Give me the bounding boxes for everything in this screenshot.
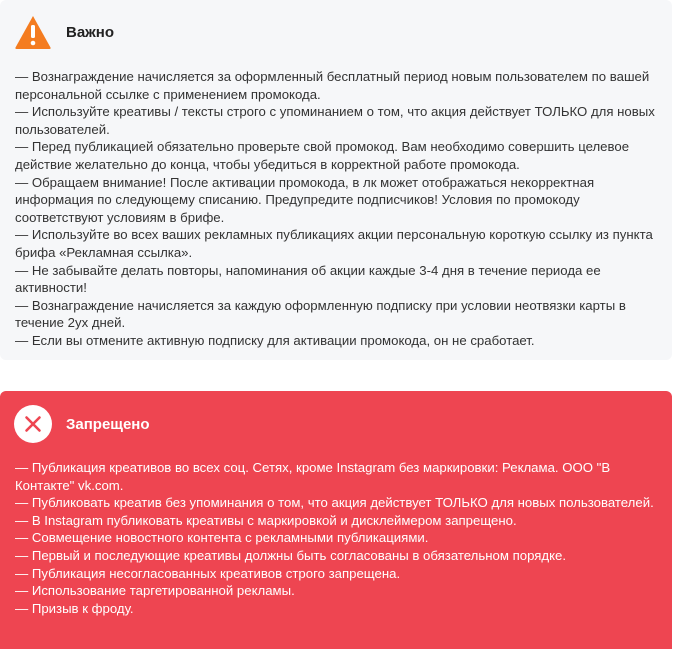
important-title: Важно xyxy=(66,23,115,41)
forbidden-list-item: — Совмещение новостного контента с рекламными публикациями. xyxy=(15,530,429,546)
important-list-item: — Используйте креативы / тексты строго с упоминанием о том, что акция действует ТОЛЬКО для новых пользователей. xyxy=(15,104,655,137)
forbidden-list-item: — Публиковать креатив без упоминания о том, что акция действует ТОЛЬКО для новых пользователей. xyxy=(15,495,654,511)
close-icon xyxy=(14,405,52,443)
forbidden-card xyxy=(0,391,672,649)
forbidden-header xyxy=(14,405,150,443)
forbidden-list-item: — Первый и последующие креативы должны быть согласованы в обязательном порядке. xyxy=(15,547,567,563)
forbidden-list-item: — Призыв к фроду. xyxy=(15,600,134,616)
forbidden-list-item: — Публикация несогласованных креативов строго запрещена. xyxy=(15,565,401,581)
forbidden-list-item: — В Instagram публиковать креативы с маркировкой и дисклеймером запрещено. xyxy=(15,512,517,528)
forbidden-title: Запрещено xyxy=(66,415,150,433)
important-list-item: — Обращаем внимание! После активации промокода, в лк может отображаться некорректная информация по следующему списанию. Предупредите подписчиков! Условия по промокоду соответствуют условиям в брифе. xyxy=(15,174,595,225)
important-list xyxy=(15,68,660,350)
important-list-item: — Вознаграждение начисляется за каждую оформленную подписку при условии неотвязки карты в течение 2ух дней. xyxy=(15,297,626,331)
important-list-item: — Вознаграждение начисляется за оформленный бесплатный период новым пользователем по вашей персональной ссылке с применением промокода. xyxy=(15,69,650,102)
important-header xyxy=(14,14,114,50)
important-list-item: — Если вы отмените активную подписку для активации промокода, он не сработает. xyxy=(15,332,535,348)
forbidden-list-item: — Публикация креативов во всех соц. Сетях, кроме Instagram без маркировки: Реклама. ООО "В Контакте" vk.com. xyxy=(15,460,611,493)
warning-icon xyxy=(14,14,52,50)
important-list-item: — Не забывайте делать повторы, напоминания об акции каждые 3-4 дня в течение периода ее активности! xyxy=(15,262,601,296)
forbidden-list xyxy=(15,459,660,617)
important-list-item: — Перед публикацией обязательно проверьте свой промокод. Вам необходимо совершить целевое действие желательно до конца, чтобы убедиться в корректной работе промокода. xyxy=(15,139,630,172)
forbidden-list-item: — Использование таргетированной рекламы. xyxy=(15,583,295,599)
important-list-item: — Используйте во всех ваших рекламных публикациях акции персональную короткую ссылку из пункта брифа «Рекламная ссылка». xyxy=(15,227,653,260)
